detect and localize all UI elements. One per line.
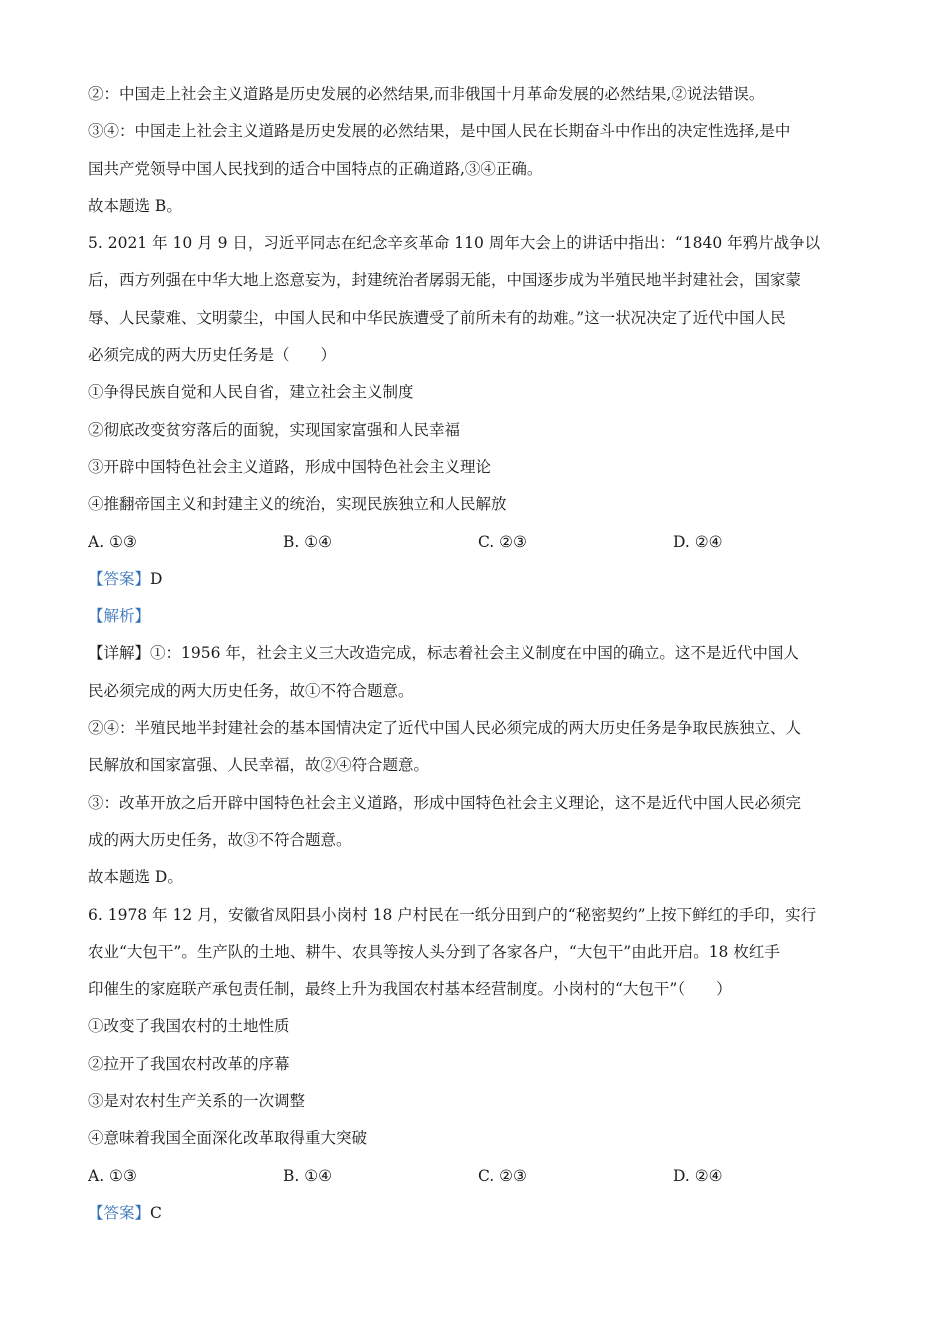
question-6-stem-line: 6. 1978 年 12 月，安徽省凤阳县小岗村 18 户村民在一纸分田到户的“秘密契约”上按下鲜红的手印，实行 xyxy=(88,905,817,924)
answer-value: D xyxy=(150,569,163,588)
paragraph-line: ②：中国走上社会主义道路是历史发展的必然结果,而非俄国十月革命发展的必然结果,②说法错误。 xyxy=(88,85,765,103)
paragraph-line: 国共产党领导中国人民找到的适合中国特点的正确道路,③④正确。 xyxy=(88,159,543,178)
conclusion-line: 故本题选 D。 xyxy=(88,868,183,887)
question-5-stem-line: 辱、人民蒙难、文明蒙尘，中国人民和中华民族遭受了前所未有的劫难。”这一状况决定了近代中国人民 xyxy=(88,308,786,327)
question-5-item: ②彻底改变贫穷落后的面貌，实现国家富强和人民幸福 xyxy=(88,420,461,439)
question-5-stem-line: 后，西方列强在中华大地上恣意妄为，封建统治者孱弱无能，中国逐步成为半殖民地半封建社会，国家蒙 xyxy=(88,271,802,290)
option-b: B. ①④ xyxy=(283,1166,333,1185)
detail-line: 民解放和国家富强、人民幸福，故②④符合题意。 xyxy=(88,756,430,775)
detail-line: ③：改革开放之后开辟中国特色社会主义道路，形成中国特色社会主义理论，这不是近代中国人民必须完 xyxy=(88,793,802,812)
question-6-item: ④意味着我国全面深化改革取得重大突破 xyxy=(88,1129,368,1148)
option-b: B. ①④ xyxy=(283,532,333,551)
detail-tag: 【详解】 xyxy=(88,644,151,663)
conclusion-line: 故本题选 B。 xyxy=(88,196,182,215)
question-6-item: ①改变了我国农村的土地性质 xyxy=(88,1017,290,1036)
question-6-answer xyxy=(88,1195,868,1232)
question-6-stem-line: 印催生的家庭联产承包责任制，最终上升为我国农村基本经营制度。小岗村的“大包干”（ ） xyxy=(88,980,732,999)
document-page xyxy=(88,76,868,1232)
detail-line: 民必须完成的两大历史任务，故①不符合题意。 xyxy=(88,681,414,700)
question-5-stem-line: 5. 2021 年 10 月 9 日，习近平同志在纪念辛亥革命 110 周年大会上的讲话中指出：“1840 年鸦片战争以 xyxy=(88,234,821,253)
question-6-options xyxy=(88,1158,868,1195)
option-c: C. ②③ xyxy=(478,1166,527,1185)
answer-value: C xyxy=(150,1203,162,1222)
question-6-item: ③是对农村生产关系的一次调整 xyxy=(88,1092,306,1111)
option-a: A. ①③ xyxy=(88,532,137,551)
option-d: D. ②④ xyxy=(673,532,723,551)
analysis-tag: 【解析】 xyxy=(88,607,151,626)
option-d: D. ②④ xyxy=(673,1166,723,1185)
question-5-detail xyxy=(88,635,868,672)
answer-tag: 【答案】 xyxy=(88,569,151,588)
question-5-answer xyxy=(88,561,868,598)
question-5-item: ③开辟中国特色社会主义道路，形成中国特色社会主义理论 xyxy=(88,457,492,476)
question-6-stem-line: 农业“大包干”。生产队的土地、耕牛、农具等按人头分到了各家各户，“大包干”由此开启。18 枚红手 xyxy=(88,942,780,961)
detail-text: ①：1956 年，社会主义三大改造完成，标志着社会主义制度在中国的确立。这不是近代中国人 xyxy=(150,644,799,663)
paragraph-line: ③④：中国走上社会主义道路是历史发展的必然结果，是中国人民在长期奋斗中作出的决定性选择,是中 xyxy=(88,122,791,141)
question-5-options xyxy=(88,524,868,561)
option-c: C. ②③ xyxy=(478,532,527,551)
question-5-stem-line: 必须完成的两大历史任务是（ ） xyxy=(88,346,337,365)
detail-line: 成的两大历史任务，故③不符合题意。 xyxy=(88,830,352,849)
question-5-analysis xyxy=(88,598,868,635)
answer-tag: 【答案】 xyxy=(88,1203,151,1222)
detail-line: ②④：半殖民地半封建社会的基本国情决定了近代中国人民必须完成的两大历史任务是争取民族独立、人 xyxy=(88,719,802,738)
option-a: A. ①③ xyxy=(88,1166,137,1185)
question-5-item: ①争得民族自觉和人民自省，建立社会主义制度 xyxy=(88,383,414,402)
question-5-item: ④推翻帝国主义和封建主义的统治，实现民族独立和人民解放 xyxy=(88,495,507,514)
question-6-item: ②拉开了我国农村改革的序幕 xyxy=(88,1054,290,1073)
